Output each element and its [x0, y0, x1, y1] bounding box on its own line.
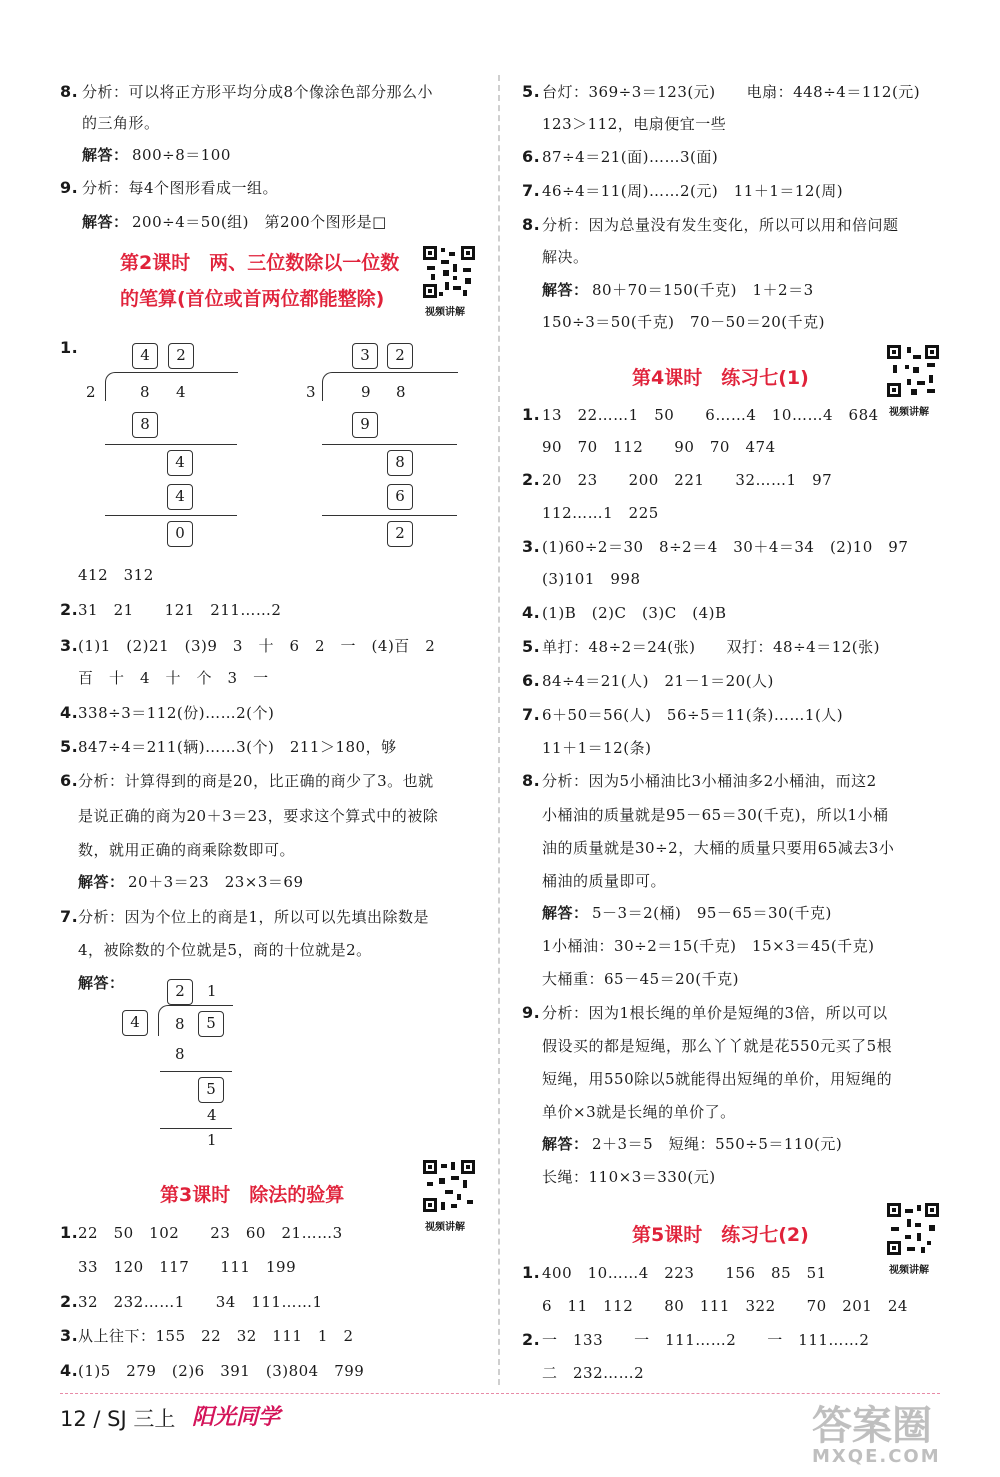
remainder-digit: 1	[207, 1131, 217, 1149]
answer-text: 150÷3＝50(千克) 70－50＝20(千克)	[542, 313, 825, 331]
answer-label: 解答：	[542, 904, 589, 922]
answer-text: 338÷3＝112(份)……2(个)	[78, 704, 275, 722]
quotient-box: 2	[167, 979, 193, 1005]
step-box: 0	[167, 521, 193, 547]
q-number: 5.	[60, 737, 79, 756]
answer-text: 847÷4＝211(辆)……3(个) 211＞180，够	[78, 738, 397, 756]
divisor: 3	[306, 383, 316, 401]
quotient-digit: 1	[207, 982, 217, 1000]
watermark	[812, 1405, 941, 1467]
q-number: 2.	[60, 600, 79, 619]
step-box: 9	[352, 412, 378, 438]
quotient-box: 3	[352, 343, 378, 369]
q-number: 4.	[522, 603, 541, 622]
q-number: 4.	[60, 1361, 79, 1380]
analysis-text: 解决。	[542, 248, 589, 266]
q-number: 7.	[60, 907, 79, 926]
footer-divider	[60, 1393, 940, 1394]
division-line	[105, 444, 237, 445]
lesson-3-title: 第3课时 除法的验算	[160, 1184, 345, 1206]
step-box: 4	[167, 450, 193, 476]
answer-text: 800÷8＝100	[132, 146, 231, 164]
quotient-box: 4	[132, 343, 158, 369]
answer-text: 6 11 112 80 111 322 70 201 24	[542, 1297, 908, 1315]
video-label: 视频讲解	[889, 1265, 929, 1276]
q-number: 2.	[522, 1330, 541, 1349]
qr-code-icon[interactable]	[423, 246, 475, 298]
answer-text: 112……1 225	[542, 504, 659, 522]
column-divider	[498, 75, 500, 1385]
q-number: 3.	[522, 537, 541, 556]
answer-text: 百 十 4 十 个 3 一	[78, 669, 269, 687]
division-bracket	[105, 372, 238, 401]
qr-code-icon[interactable]	[887, 345, 939, 397]
answer-label: 解答：	[78, 873, 125, 891]
analysis-text: 分析：因为1根长绳的单价是短绳的3倍，所以可以	[542, 1004, 888, 1022]
step-box: 8	[387, 450, 413, 476]
qr-code-icon[interactable]	[887, 1203, 939, 1255]
watermark-url: MXQE.COM	[812, 1446, 941, 1467]
answer-text: 1小桶油：30÷2＝15(千克) 15×3＝45(千克)	[542, 937, 875, 955]
dividend-digit: 4	[176, 383, 186, 401]
analysis-text: 分析：因为个位上的商是1，所以可以先填出除数是	[78, 908, 430, 926]
q-number: 4.	[60, 703, 79, 722]
analysis-text: 假设买的都是短绳，那么丫丫就是花550元买了5根	[542, 1037, 893, 1055]
answer-text: (1)B (2)C (3)C (4)B	[542, 604, 727, 622]
video-label: 视频讲解	[425, 1222, 465, 1233]
q-number: 1.	[60, 338, 79, 357]
lesson-2-subtitle: 的笔算(首位或首两位都能整除)	[120, 288, 385, 310]
answer-label: 解答：	[78, 974, 125, 992]
lesson-2-title: 第2课时 两、三位数除以一位数	[120, 252, 400, 274]
division-line	[160, 1071, 232, 1072]
answer-label: 解答：	[542, 1135, 589, 1153]
q-number: 7.	[522, 181, 541, 200]
analysis-text: 短绳，用550除以5就能得出短绳的单价，用短绳的	[542, 1070, 893, 1088]
quotient-box: 2	[168, 343, 194, 369]
answer-text: 22 50 102 23 60 21……3	[78, 1224, 343, 1242]
answer-text: (1)1 (2)21 (3)9 3 十 6 2 一 (4)百 2	[78, 637, 436, 655]
q-number: 3.	[60, 1326, 79, 1345]
answer-text: 台灯：369÷3＝123(元) 电扇：448÷4＝112(元)	[542, 83, 921, 101]
answer-text: (1)5 279 (2)6 391 (3)804 799	[78, 1362, 365, 1380]
analysis-text: 4，被除数的个位就是5，商的十位就是2。	[78, 941, 372, 959]
answer-text: 20＋3＝23 23×3＝69	[128, 873, 304, 891]
q-number: 6.	[522, 147, 541, 166]
watermark-text: 答案圈	[812, 1403, 932, 1449]
answer-label: 解答：	[542, 281, 589, 299]
analysis-text: 分析：每4个图形看成一组。	[82, 179, 279, 197]
step-box: 8	[132, 412, 158, 438]
answer-text: 5－3＝2(桶) 95－65＝30(千克)	[592, 904, 832, 922]
lesson-4-title: 第4课时 练习七(1)	[632, 367, 809, 389]
dividend-digit: 8	[140, 383, 150, 401]
answer-text: 一 133 一 111……2 一 111……2	[542, 1331, 870, 1349]
answer-text: 20 23 200 221 32……1 97	[542, 471, 833, 489]
step-box: 6	[387, 484, 413, 510]
answer-text: 84÷4＝21(人) 21－1＝20(人)	[542, 672, 774, 690]
answer-text: 32 232……1 34 111……1	[78, 1293, 323, 1311]
divisor: 2	[86, 383, 96, 401]
analysis-text: 的三角形。	[82, 114, 160, 132]
answer-text: 2＋3＝5 短绳：550÷5＝110(元)	[592, 1135, 843, 1153]
video-label: 视频讲解	[889, 407, 929, 418]
answer-text: 大桶重：65－45＝20(千克)	[542, 970, 739, 988]
answer-label: 解答：	[82, 213, 129, 231]
q-number: 5.	[522, 82, 541, 101]
answer-text: 二 232……2	[542, 1364, 645, 1382]
dividend-digit: 8	[175, 1015, 185, 1033]
answer-text: 123＞112，电扇便宜一些	[542, 115, 727, 133]
answer-text: 90 70 112 90 70 474	[542, 438, 776, 456]
answer-text: 33 120 117 111 199	[78, 1258, 297, 1276]
division-line	[322, 444, 457, 445]
q-number: 8.	[522, 215, 541, 234]
division-line	[105, 515, 237, 516]
q-number: 7.	[522, 705, 541, 724]
step-digit: 8	[175, 1045, 185, 1063]
q-number: 1.	[60, 1223, 79, 1242]
q-number: 8.	[60, 82, 79, 101]
answer-text: 单打：48÷2＝24(张) 双打：48÷4＝12(张)	[542, 638, 880, 656]
answer-text: 412 312	[78, 566, 154, 584]
q-number: 5.	[522, 637, 541, 656]
q-number: 8.	[522, 771, 541, 790]
q-number: 2.	[60, 1292, 79, 1311]
answer-text: 从上往下：155 22 32 111 1 2	[78, 1327, 354, 1345]
answer-text: 6＋50＝56(人) 56÷5＝11(条)……1(人)	[542, 706, 844, 724]
divisor-box: 4	[122, 1010, 148, 1036]
division-line	[160, 1128, 232, 1129]
step-box: 5	[198, 1077, 224, 1103]
answer-text: 11＋1＝12(条)	[542, 739, 652, 757]
analysis-text: 分析：计算得到的商是20，比正确的商少了3。也就	[78, 772, 434, 790]
analysis-text: 数，就用正确的商乘除数即可。	[78, 841, 296, 859]
lesson-5-title: 第5课时 练习七(2)	[632, 1224, 809, 1246]
q-number: 3.	[60, 636, 79, 655]
q-number: 9.	[60, 178, 79, 197]
q-number: 6.	[60, 771, 79, 790]
q-number: 6.	[522, 671, 541, 690]
dividend-digit: 9	[361, 383, 371, 401]
quotient-box: 2	[387, 343, 413, 369]
answer-text: (3)101 998	[542, 570, 641, 588]
video-label: 视频讲解	[425, 307, 465, 318]
answer-text: 400 10……4 223 156 85 51	[542, 1264, 827, 1282]
analysis-text: 油的质量就是30÷2，大桶的质量只要用65减去3小	[542, 839, 895, 857]
step-box: 4	[167, 484, 193, 510]
analysis-text: 桶油的质量即可。	[542, 872, 667, 890]
answer-text: 200÷4＝50(组) 第200个图形是□	[132, 213, 387, 231]
q-number: 9.	[522, 1003, 541, 1022]
answer-text: 长绳：110×3＝330(元)	[542, 1168, 716, 1186]
analysis-text: 是说正确的商为20＋3＝23，要求这个算式中的被除	[78, 807, 439, 825]
analysis-text: 小桶油的质量就是95－65＝30(千克)，所以1小桶	[542, 806, 889, 824]
answer-text: (1)60÷2＝30 8÷2＝4 30＋4＝34 (2)10 97	[542, 538, 909, 556]
answer-label: 解答：	[82, 146, 129, 164]
answer-text: 87÷4＝21(面)……3(面)	[542, 148, 719, 166]
analysis-text: 分析：因为总量没有发生变化，所以可以用和倍问题	[542, 216, 899, 234]
analysis-text: 单价×3就是长绳的单价了。	[542, 1103, 736, 1121]
dividend-digit: 8	[396, 383, 406, 401]
q-number: 1.	[522, 405, 541, 424]
page-number: 12 / SJ 三上	[60, 1407, 176, 1431]
brand-logo: 阳光同学	[192, 1405, 281, 1430]
division-bracket	[322, 372, 458, 401]
step-digit: 4	[207, 1106, 217, 1124]
answer-text: 46÷4＝11(周)……2(元) 11＋1＝12(周)	[542, 182, 844, 200]
analysis-text: 分析：可以将正方形平均分成8个像涂色部分那么小	[82, 83, 434, 101]
answer-text: 31 21 121 211……2	[78, 601, 282, 619]
answer-text: 80＋70＝150(千克) 1＋2＝3	[592, 281, 814, 299]
q-number: 1.	[522, 1263, 541, 1282]
step-box: 2	[387, 521, 413, 547]
answer-text: 13 22……1 50 6……4 10……4 684	[542, 406, 879, 424]
analysis-text: 分析：因为5小桶油比3小桶油多2小桶油，而这2	[542, 772, 877, 790]
dividend-box: 5	[198, 1011, 224, 1037]
division-line	[322, 515, 457, 516]
q-number: 2.	[522, 470, 541, 489]
qr-code-icon[interactable]	[423, 1160, 475, 1212]
